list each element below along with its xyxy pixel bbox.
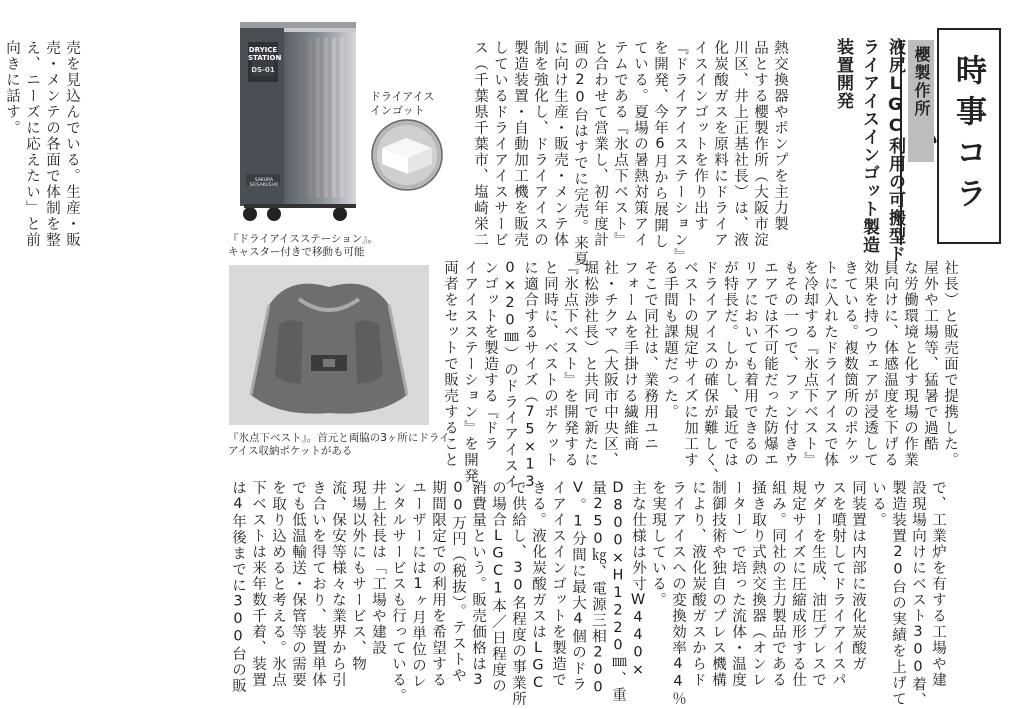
headline-line: ライアイスインゴット製造: [859, 38, 879, 254]
column-title: 時事コラ: [950, 54, 986, 218]
machine-caption: 『ドライアイスステーション』。 キャスター付きで移動も可能: [228, 233, 378, 258]
body-block-4: 売を見込んでいる。生産・販 売・メンテの各面で体制を整 え、ニーズに応えたい」と前 向きに話す。: [4, 40, 80, 248]
vest-caption: 『氷点下ベスト』。首元と両脇の3ヶ所にドライ アイス収納ポケットがある: [228, 432, 450, 457]
company-name: 櫻製作所: [912, 46, 931, 118]
headline: [830, 38, 908, 263]
machine-brand: SAKURA SEISAKUSHO: [249, 178, 279, 188]
company-bar: [908, 40, 934, 240]
ingot-photo: [370, 118, 444, 192]
vest-photo: [229, 265, 429, 425]
ingot-label: ドライアイス インゴット: [370, 90, 435, 117]
body-block-2: 社長）と販売面で提携した。 屋外や工場等、猛暑で過酷 な労働環境と化す現場の作業 員向けに、体感温度を下げる 効果を持つウェアが浸透して きている。複数箇所のポケッ トに入れたドライアイスで体 を冷却する『氷点下ベスト』 もその一つで、ファン付きウ エアでは不可能だった防爆エ リアにおいても着用できるの が特長だ。しかし、最近では ドライアイスの確保が難しく、 ベストの規定サイズに加工す る手間も課題だった。 そこで同社は、業務用ユニ フォームを手掛ける繊維商 社・チクマ（大阪市中央区、 堀松渉社長）と共同で新たに 『氷点下ベスト』を開発する と同時に、ベストのポケット に適合するサイズ（75×13 0×20㎜）のドライアイスイ ンゴットを製造する『ドラ イアイスステーション』を開発。 両者をセットで販売すること: [442, 260, 958, 500]
headline-line: 装置開発: [833, 38, 853, 110]
body-block-3: で、工業炉を有する工場や建 設現場向けにベスト300着、 製造装置20台の実績を上げて いる。 同装置は内部に液化炭酸ガ スを噴射してドライアイスパ ウダーを生成、油圧プレスで 規定サイズに圧縮成形する仕 組み。同社の主力製品である 掻き取り式熱交換器（オンレ ーター）で培った流体・温度 制御技術や独自のプレス機構 により、液化炭酸ガスからド ライアイスへの変換効率44％ を実現している。 主な仕様は外寸W440× D800×H1220㎜、重 量250㎏、電源三相200 V。1分間に最大4個のドラ イアイスインゴットを製造で きる。液化炭酸ガスはLGC で供給し、30名程度の事業所 の場合LGC1本／日程度の 消費量という。販売価格は3 00万円（税抜）。テストや 期間限定での利用を希望する ユーザーには1ヶ月単位のレ ンタルサービスも行っている。 井上社長は「工場や建設 現場以外にもサービス、物 流、保安等様々な業界から引 き合いを得ており、装置単体 でも低温輸送・保管等の需要 を取り込めると考える。氷点 下ベストは来年数千着、装置 は4年後までに300台の販: [230, 480, 946, 709]
headline-line: 液尻LGC利用の可搬型ド: [885, 38, 905, 263]
body-block-1: 熱交換器やポンプを主力製 品とする櫻製作所（大阪市淀 川区、井上正基社長）は、液 化炭酸ガスを原料にドライア イスインゴットを作り出す 『ドライアイスステーション』 を開発、今年6月から展開し ている。夏場の暑熱対策アイ テムである『氷点下ベスト』 と合わせて営業し、初年度計 画の20台はすでに完売。来夏 に向け生産・販売・メンテ体 制を強化し、ドライアイスの 製造装置・自動加工機を販売 しているドライアイスサービ ス（千葉県千葉市、塩崎栄二: [472, 40, 788, 267]
machine-label: DRYICE STATION DS-01: [248, 46, 282, 74]
dryice-station-photo: [230, 18, 370, 226]
